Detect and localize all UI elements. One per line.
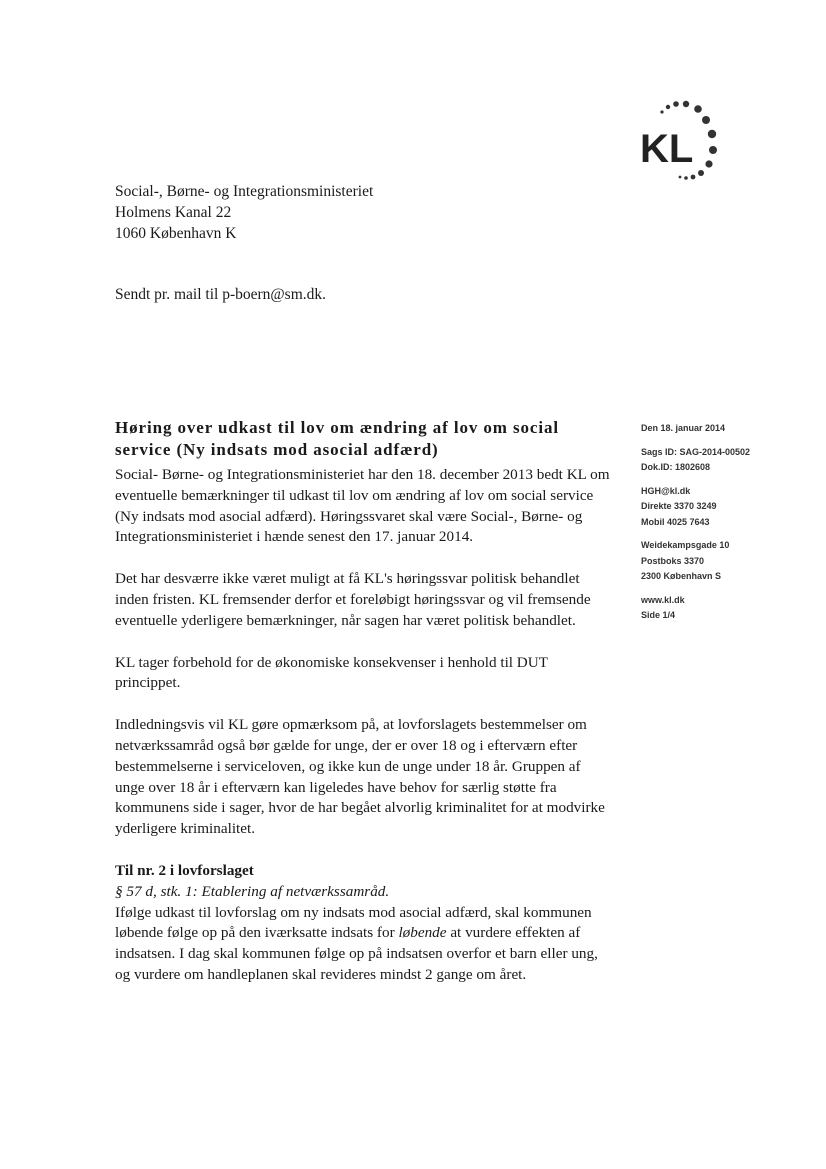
letter-date: Den 18. januar 2014 [641,423,726,433]
paragraph: Det har desværre ikke været muligt at få KL's høringssvar politisk behandlet inden fristen. KL fremsender derfor et foreløbigt høringssvar og vil fremsende eventuelle yderligere bemærkninger, når sagen har været politisk behandlet. [115,570,591,629]
paragraph: KL tager forbehold for de økonomiske konsekvenser i henhold til DUT princippet. [115,653,548,692]
paragraph: Indledningsvis vil KL gøre opmærksom på, at lovforslagets bestemmelser om netværkssamråd også bør gælde for unge, der er over 18 og i efterværn efter bestemmelserne i serviceloven, og ikke kun de unge under 18 år. Gruppen af unge over 18 år i efterværn kan ligeledes have behov for særlig støtte fra kommunens side i sager, hvor de har begået alvorlig kriminalitet for at modvirke yderligere kriminalitet. [115,716,605,838]
po-box: Postboks 3370 [641,555,705,566]
direct-phone: Direkte 3370 3249 [641,501,717,511]
paragraph: Social- Børne- og Integrationsministeriet har den 18. december 2013 bedt KL om eventuelle bemærkninger til udkast til lov om ændring af lov om social service (Ny indsats mod asocial adfærd). Høringssvaret skal være Social-, Børne- og Integrationsministeriet i hænde senest den 17. januar 2014. [115,466,610,546]
logo-text: KL [640,127,694,171]
recipient-line: 1060 København K [115,225,237,242]
recipient-line: Social-, Børne- og Integrationsministeriet [115,183,374,200]
text-segment: at vurdere effekten af indsatsen. I dag skal kommunen følge op på indsatsen overfor et barn eller ung, og vurdere om handleplanen skal revideres mindst 2 gange om året. [115,924,598,983]
emphasis-text: løbende [398,924,447,942]
section-paragraph [115,903,610,986]
website: www.kl.dk [641,594,685,605]
section-heading: Til nr. 2 i lovforslaget [115,861,254,879]
mobile-phone: Mobil 4025 7643 [641,516,710,527]
section-reference: § 57 d, stk. 1: Etablering af netværkssamråd. [115,882,390,900]
sent-note: Sendt pr. mail til p-boern@sm.dk. [115,286,327,303]
city: 2300 København S [641,571,722,581]
doc-id: Dok.ID: 1802608 [641,462,711,472]
page-number: Side 1/4 [641,610,676,620]
letter-body [115,465,610,986]
text-segment: Ifølge udkast til lovforslag om ny indsats mod asocial adfærd, skal kommunen løbende følge op på den iværksatte indsats for [115,903,592,942]
letter-title: Høring over udkast til lov om ændring af lov om social service (Ny indsats mod asocial adfærd) [115,418,560,459]
contact-email: HGH@kl.dk [641,485,691,496]
recipient-line: Holmens Kanal 22 [115,204,232,221]
kl-logo [640,98,750,188]
recipient-address [115,181,373,244]
street-address: Weidekampsgade 10 [641,540,730,550]
case-id: Sags ID: SAG-2014-00502 [641,446,751,457]
sidebar-info [641,421,750,624]
